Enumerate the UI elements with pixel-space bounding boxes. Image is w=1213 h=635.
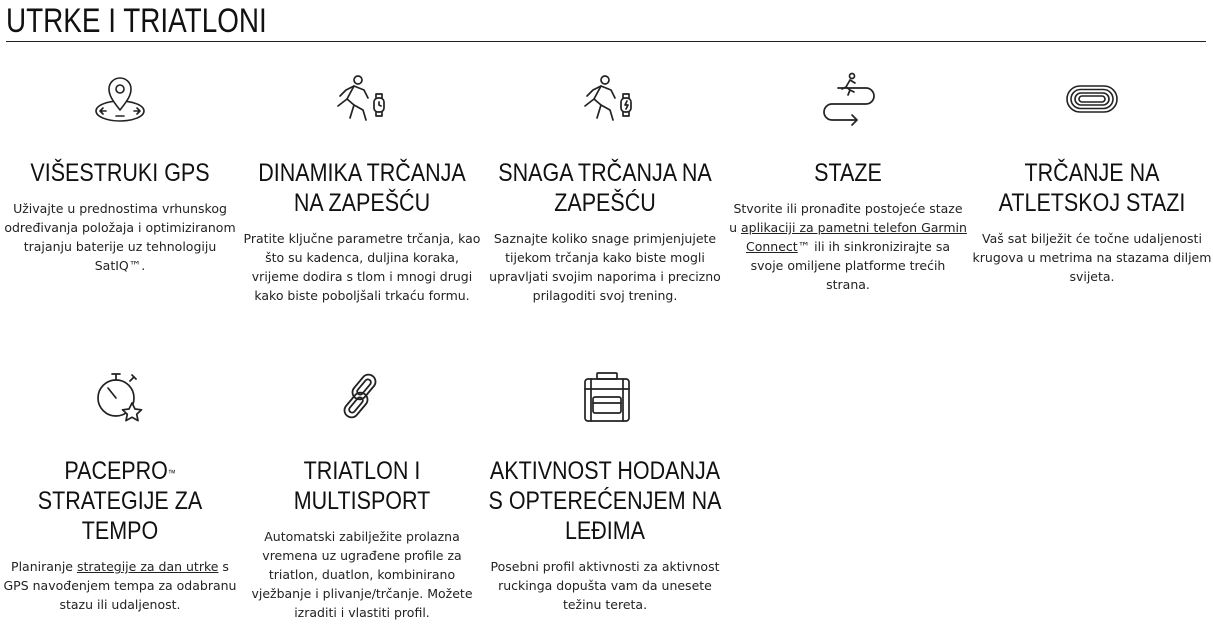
- feature-description: Planiranje strategije za dan utrke s GPS navođenjem tempa za odabranu stazu ili udaljenost.: [3, 559, 237, 612]
- feature-title: PACEPRO™ STRATEGIJE ZA TEMPO: [37, 457, 203, 545]
- feature-card-triathlon-multisport: [242, 456, 482, 622]
- feature-card-courses: [728, 158, 968, 294]
- feature-description: Saznajte koliko snage primjenjujete tijekom trčanja kako biste mogli upravljati svojim naporima i precizno prilagoditi svoj trening.: [489, 231, 721, 303]
- feature-title: VIŠESTRUKI GPS: [30, 159, 210, 187]
- feature-description: Automatski zabilježite prolazna vremena uz ugrađene profile za triatlon, duatlon, kombinirano vježbanje i plivanje/trčanje. Možete izraditi i vlastiti profil.: [251, 529, 473, 620]
- page-title: UTRKE I TRIATLONI: [6, 2, 267, 40]
- course-route-icon: [818, 70, 878, 130]
- backpack-icon: [577, 367, 637, 427]
- title-divider: [6, 41, 1206, 42]
- feature-title: TRIATLON I MULTISPORT: [293, 457, 431, 515]
- stopwatch-star-icon: [90, 367, 150, 427]
- feature-description: Uživajte u prednostima vrhunskog određivanja položaja i optimiziranom trajanju baterije uz tehnologiju SatIQ™.: [4, 201, 236, 273]
- feature-title: STAZE: [814, 159, 882, 187]
- runner-power-watch-icon: [577, 72, 637, 132]
- feature-card-running-dynamics: [242, 158, 482, 305]
- feature-title: TRČANJE NA ATLETSKOJ STAZI: [998, 159, 1186, 217]
- feature-title: SNAGA TRČANJA NA ZAPEŠĆU: [498, 159, 712, 217]
- location-pin-icon: [90, 72, 150, 132]
- feature-description: Pratite ključne parametre trčanja, kao što su kadenca, duljina koraka, vrijeme dodira s tlom i mnogi drugi kako biste poboljšali trkaću formu.: [243, 231, 481, 303]
- feature-title: AKTIVNOST HODANJA S OPTEREĆENJEM NA LEĐIMA: [488, 457, 722, 545]
- track-oval-icon: [1062, 70, 1122, 130]
- multisport-links-icon: [331, 367, 391, 427]
- feature-title: DINAMIKA TRČANJA NA ZAPEŠĆU: [258, 159, 466, 217]
- feature-description: Vaš sat bilježit će točne udaljenosti krugova u metrima na stazama diljem svijeta.: [972, 231, 1212, 284]
- feature-card-multi-gps: [0, 158, 240, 275]
- race-day-strategy-link[interactable]: strategije za dan utrke: [76, 559, 219, 574]
- garmin-connect-app-link[interactable]: aplikaciji za pametni telefon Garmin Connect: [740, 220, 967, 254]
- feature-description: Stvorite ili pronađite postojeće staze u aplikaciji za pametni telefon Garmin Connect™ ili ih sinkronizirajte sa svoje omiljene platforme trećih strana.: [729, 201, 967, 292]
- feature-card-running-power: [485, 158, 725, 305]
- feature-card-pacepro: [0, 456, 240, 614]
- feature-card-track-run: [972, 158, 1212, 286]
- runner-watch-icon: [330, 72, 390, 132]
- feature-card-rucking: [485, 456, 725, 614]
- feature-description: Posebni profil aktivnosti za aktivnost ruckinga dopušta vam da unesete težinu tereta.: [490, 559, 720, 612]
